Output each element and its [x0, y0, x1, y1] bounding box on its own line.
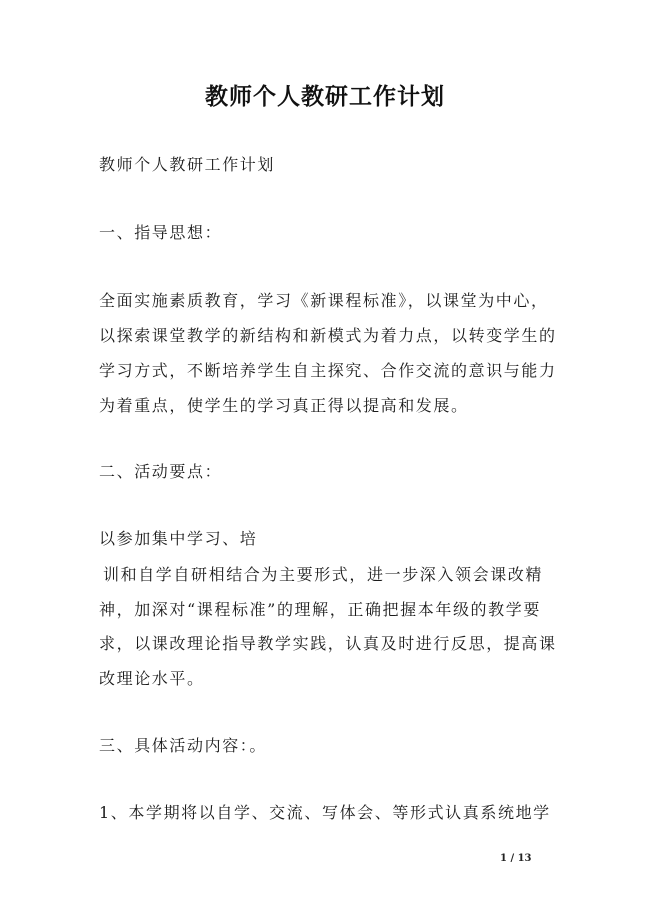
- paragraph-line: 为着重点，使学生的学习真正得以提高和发展。: [99, 396, 469, 415]
- section-heading-guiding-ideology: 一、指导思想：: [99, 223, 223, 242]
- paragraph-line: 训和自学自研相结合为主要形式，进一步深入领会课改精: [103, 565, 544, 584]
- document-subtitle: 教师个人教研工作计划: [99, 155, 276, 174]
- page-number: 1 / 13: [500, 853, 532, 864]
- section-heading-activity-points: 二、活动要点：: [99, 462, 223, 481]
- paragraph-line: 1、本学期将以自学、交流、写体会、等形式认真系统地学: [99, 803, 551, 822]
- paragraph-line: 求，以课改理论指导教学实践，认真及时进行反思，提高课: [99, 634, 557, 653]
- paragraph-line: 神，加深对“课程标准”的理解，正确把握本年级的教学要: [99, 600, 541, 619]
- paragraph-line: 以探索课堂教学的新结构和新模式为着力点，以转变学生的: [99, 326, 557, 345]
- paragraph-line: 学习方式，不断培养学生自主探究、合作交流的意识与能力: [99, 361, 557, 380]
- paragraph-line: 改理论水平。: [99, 669, 205, 688]
- paragraph-line: 以参加集中学习、培: [99, 529, 258, 548]
- document-title: 教师个人教研工作计划: [205, 83, 445, 110]
- paragraph-line: 全面实施素质教育，学习《新课程标准》，以课堂为中心，: [99, 291, 549, 310]
- section-heading-activity-content: 三、具体活动内容：。: [99, 736, 268, 755]
